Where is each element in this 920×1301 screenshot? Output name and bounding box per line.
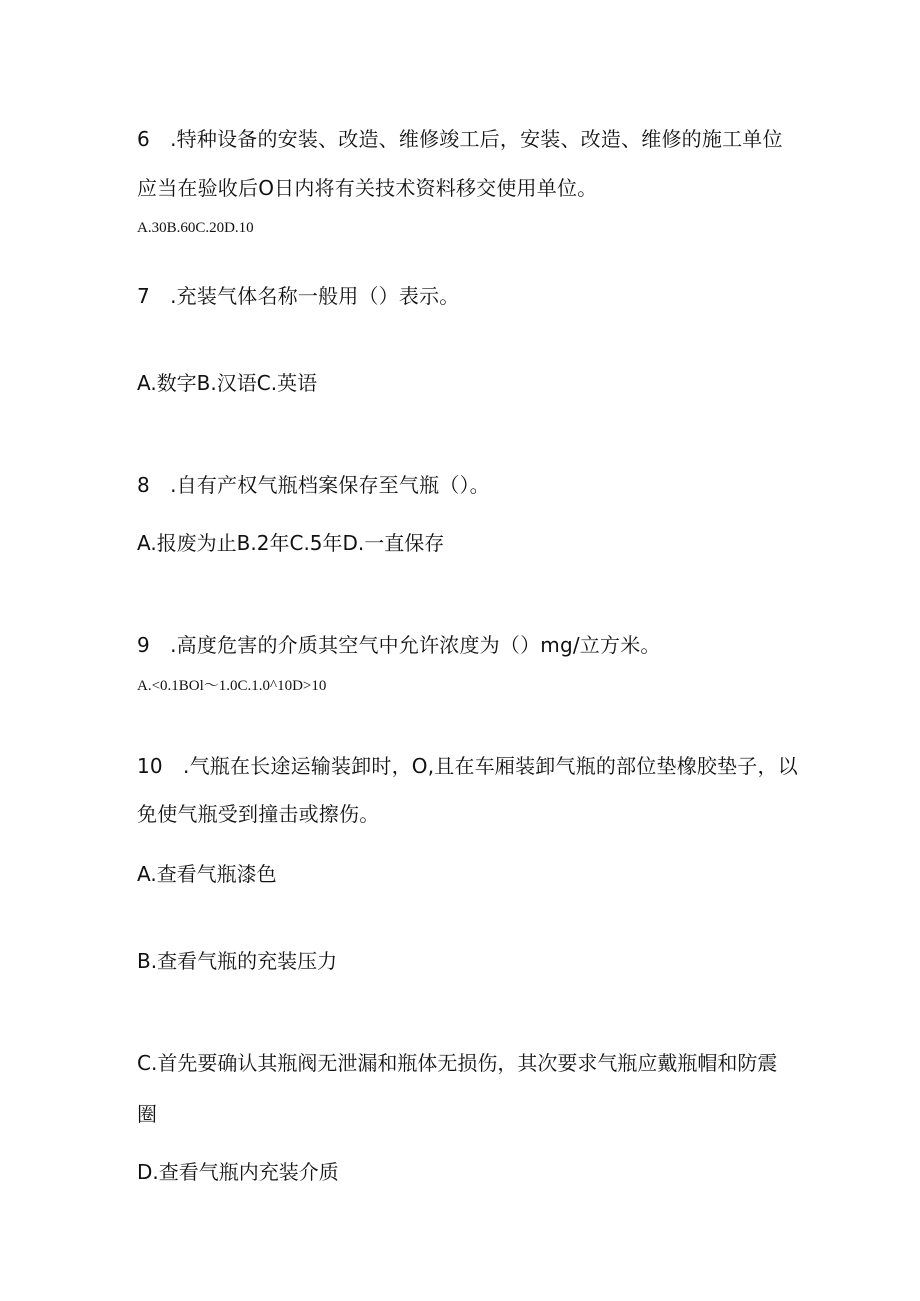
question-10-option-d: D.查看气瓶内充装介质: [137, 1160, 339, 1184]
question-10-text-line1: 10 .气瓶在长途运输装卸时，O,且在车厢装卸气瓶的部位垫橡胶垫子，以: [137, 754, 798, 778]
question-9-text: 9 .高度危害的介质其空气中允许浓度为（）mg/立方米。: [137, 633, 661, 657]
question-10-option-a: A.查看气瓶漆色: [137, 862, 277, 886]
question-7-text: 7 .充装气体名称一般用（）表示。: [137, 284, 460, 308]
question-10-option-c-line2: 圈: [137, 1102, 157, 1126]
question-7-options: A.数字B.汉语C.英语: [137, 371, 318, 395]
question-6-options: A.30B.60C.20D.10: [137, 220, 254, 236]
question-9-options: A.<0.1BOl～1.0C.1.0^10D>10: [137, 678, 327, 694]
question-10-option-c-line1: C.首先要确认其瓶阀无泄漏和瓶体无损伤，其次要求气瓶应戴瓶帽和防震: [137, 1051, 778, 1075]
question-10-text-line2: 免使气瓶受到撞击或擦伤。: [137, 802, 380, 826]
question-10-option-b: B.查看气瓶的充装压力: [137, 949, 338, 973]
question-8-options: A.报废为止B.2年C.5年D.一直保存: [137, 531, 445, 555]
question-8-text: 8 .自有产权气瓶档案保存至气瓶（）。: [137, 473, 490, 497]
question-6-text-line2: 应当在验收后O日内将有关技术资料移交使用单位。: [137, 176, 598, 200]
question-6-text-line1: 6 .特种设备的安装、改造、维修竣工后，安装、改造、维修的施工单位: [137, 127, 783, 151]
